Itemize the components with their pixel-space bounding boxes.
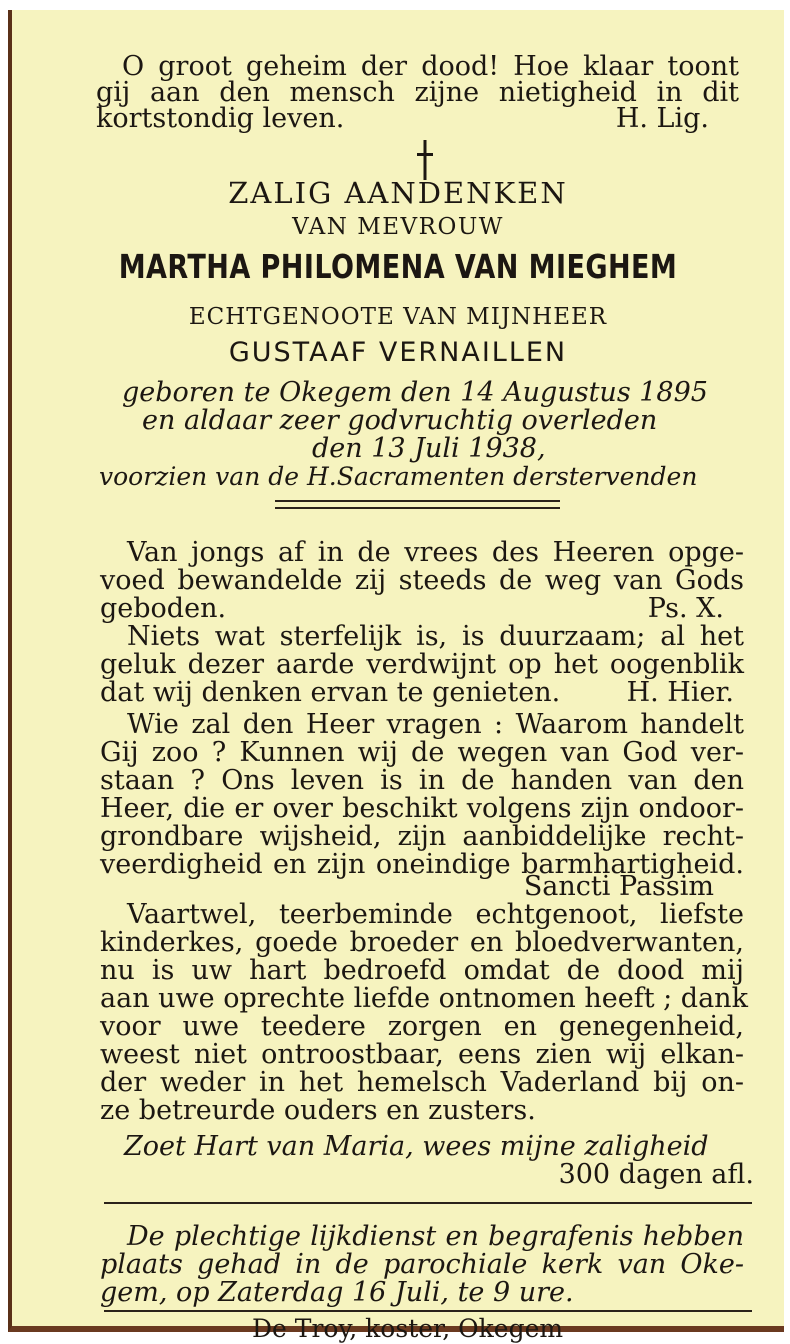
body-p4-line-4: aan uwe oprechte liefde ontnomen heeft ; dank xyxy=(100,983,748,1014)
body-p2-line-3: dat wij denken ervan te genieten. xyxy=(100,677,561,708)
body-p4-line-1: Vaartwel, teerbeminde echtgenoot, liefste xyxy=(127,899,744,930)
sacraments-line: voorzien van de H.Sacramenten derstervenden xyxy=(99,462,698,491)
body-p3-line-1: Wie zal den Heer vragen : Waarom handelt xyxy=(127,709,744,740)
body-p3-source: Sancti Passim xyxy=(523,871,714,902)
birth-line: geboren te Okegem den 14 Augustus 1895 xyxy=(122,377,708,408)
funeral-line-3: gem, op Zaterdag 16 Juli, te 9 ure. xyxy=(100,1277,574,1308)
divider-bottom xyxy=(275,507,560,509)
deceased-name: MARTHA PHILOMENA VAN MIEGHEM xyxy=(118,247,678,286)
body-p1-source: Ps. X. xyxy=(647,593,724,624)
body-p4-line-8: ze betreurde ouders en zusters. xyxy=(100,1095,536,1126)
quote-line-1: O groot geheim der dood! Hoe klaar toont xyxy=(122,51,739,82)
cross-icon xyxy=(417,140,433,180)
indulgence: 300 dagen afl. xyxy=(558,1159,754,1190)
body-p4-line-7: der weder in het hemelsch Vaderland bij on- xyxy=(100,1067,744,1098)
body-p2-line-1: Niets wat sterfelijk is, is duurzaam; al het xyxy=(127,621,744,652)
body-p1-line-3: geboden. xyxy=(100,593,227,624)
body-p3-line-3: staan ? Ons leven is in de handen van den xyxy=(100,765,744,796)
quote-line-2: gij aan den mensch zijne nietigheid in dit xyxy=(96,77,739,108)
body-p3-line-4: Heer, die er over beschikt volgens zijn ondoor- xyxy=(100,793,744,824)
divider-top xyxy=(275,500,560,502)
body-p3-line-5: grondbare wijsheid, zijn aanbiddelijke recht- xyxy=(100,821,744,852)
body-p3-line-6: veerdigheid en zijn oneindige barmhartigheid. xyxy=(100,849,744,880)
body-p1-line-2: voed bewandelde zij steeds de weg van Gods xyxy=(100,565,744,596)
body-p4-line-2: kinderkes, goede broeder en bloedverwanten, xyxy=(100,927,744,958)
prayer-text: Zoet Hart van Maria, wees mijne zaligheid xyxy=(124,1131,709,1162)
body-p3-line-2: Gij zoo ? Kunnen wij de wegen van God ver- xyxy=(100,737,744,768)
funeral-divider xyxy=(104,1202,752,1204)
body-p4-line-3: nu is uw hart bedroefd omdat de dood mij xyxy=(100,955,744,986)
body-p2-line-2: geluk dezer aarde verdwijnt op het oogenblik xyxy=(100,649,744,680)
of-madam: VAN MEVROUW xyxy=(292,214,504,240)
spouse-name: GUSTAAF VERNAILLEN xyxy=(228,337,568,368)
body-p4-line-5: voor uwe teedere zorgen en genegenheid, xyxy=(100,1011,744,1042)
death-line-1: en aldaar zeer godvruchtig overleden xyxy=(142,405,658,436)
body-p2-source: H. Hier. xyxy=(626,677,734,708)
memorial-title: ZALIG AANDENKEN xyxy=(228,176,568,210)
body-p4-line-6: weest niet ontroostbaar, eens zien wij elkan- xyxy=(100,1039,744,1070)
funeral-line-1: De plechtige lijkdienst en begrafenis hebben xyxy=(127,1221,744,1252)
funeral-line-2: plaats gehad in de parochiale kerk van Oke- xyxy=(100,1249,744,1280)
death-line-2: den 13 Juli 1938, xyxy=(312,433,546,464)
spouse-intro: ECHTGENOOTE VAN MIJNHEER xyxy=(188,304,608,330)
quote-line-3: kortstondig leven. xyxy=(96,103,345,134)
printer-divider xyxy=(104,1310,752,1312)
quote-source: H. Lig. xyxy=(615,103,709,134)
memorial-card xyxy=(8,10,784,1343)
printer-credit: De Troy, koster, Okegem xyxy=(252,1314,564,1343)
body-p1-line-1: Van jongs af in de vrees des Heeren opge- xyxy=(127,537,744,568)
